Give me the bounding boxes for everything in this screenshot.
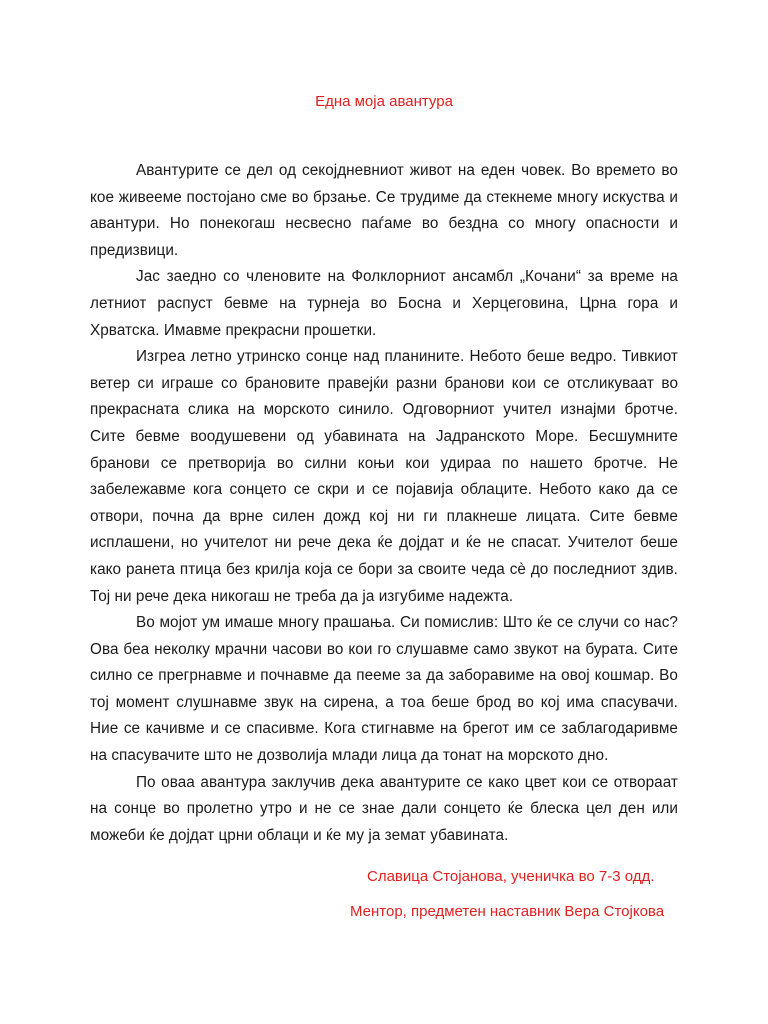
document-body: [90, 158, 678, 849]
paragraph-1: Авантурите се дел од секојдневниот живот на еден човек. Во времето во кое живееме постојано сме во брзање. Се трудиме да стекнеме многу искуства и авантури. Но понекогаш несвесно паѓаме во бездна со многу опасности и предизвици.: [90, 162, 678, 259]
mentor-signature: Ментор, предметен наставник Вера Стојкова: [350, 903, 665, 920]
document-title: Една моја авантура: [315, 93, 453, 110]
paragraph-2: Јас заедно со членовите на Фолклорниот ансамбл „Кочани“ за време на летниот распуст бевме на турнеја во Босна и Херцеговина, Црна гора и Хрватска. Имавме прекрасни прошетки.: [90, 268, 678, 339]
author-signature: Славица Стојанова, ученичка во 7-3 одд.: [367, 868, 655, 885]
paragraph-4: Во мојот ум имаше многу прашања. Си помислив: Што ќе се случи со нас? Ова беа неколку мрачни часови во кои го слушавме само звукот на бурата. Сите силно се прегрнавме и почнавме да пееме за да заборавиме на овој кошмар. Во тој момент слушнавме звук на сирена, а тоа беше брод во кој има спасувачи. Ние се качивме и се спасивме. Кога стигнавме на брегот им се заблагодаривме на спасувачите што не дозволија млади лица да тонат на морското дно.: [90, 614, 678, 765]
paragraph-3: Изгреа летно утринско сонце над планините. Небото беше ведро. Тивкиот ветер си играше со брановите правејќи разни бранови кои се отсликуваат во прекрасната слика на морското синило. Одговорниот учител изнајми бротче. Сите бевме воодушевени од убавината на Јадранското Море. Бесшумните бранови се претворија во силни коњи кои удираа по нашето бротче. Не забележавме кога сонцето се скри и се појавија облаците. Небото како да се отвори, почна да врне силен дожд кој ни ги плакнеше лицата. Сите бевме исплашени, но учителот ни рече дека ќе дојдат и ќе не спасат. Учителот беше како ранета птица без крилја која се бори за своите чеда сè до последниот здив. Тој ни рече дека никогаш не треба да ја изгубиме надежта.: [90, 348, 678, 605]
paragraph-5: По оваа авантура заклучив дека авантурите се како цвет кои се отвораат на сонце во пролетно утро и не се знае дали сонцето ќе блеска цел ден или можеби ќе дојдат црни облаци и ќе му ја земат убавината.: [90, 773, 678, 844]
